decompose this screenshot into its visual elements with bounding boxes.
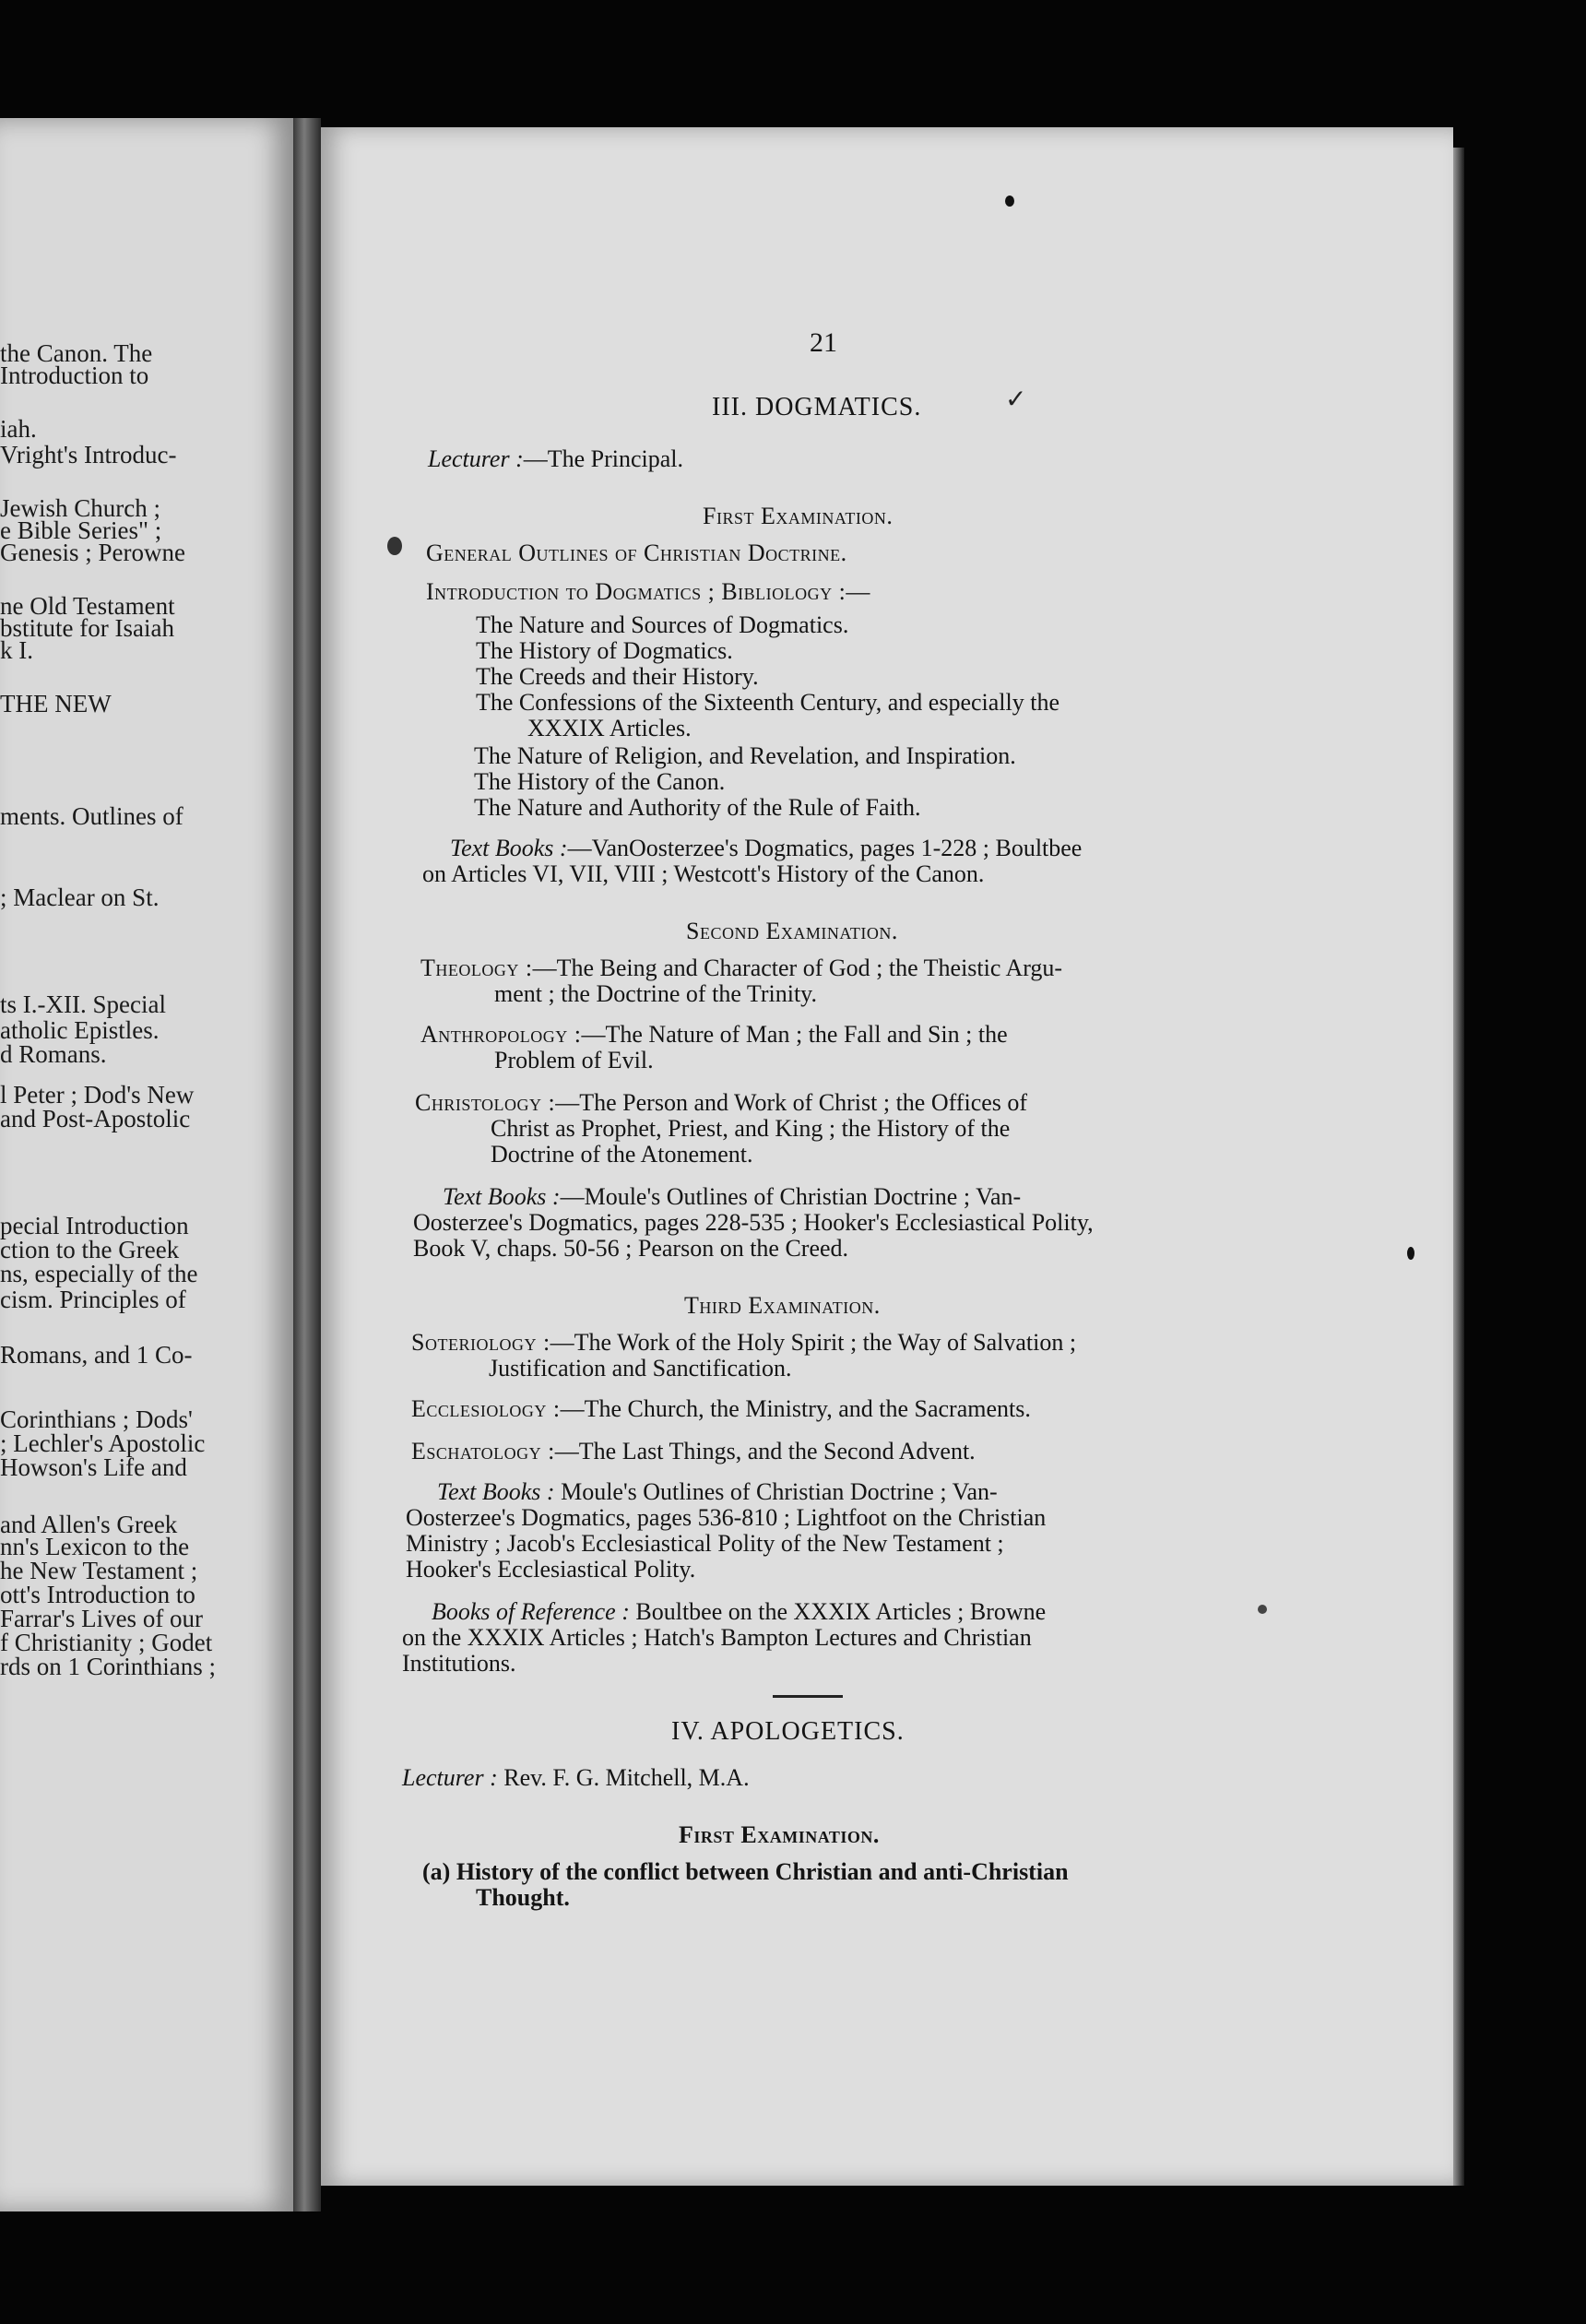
text-books-line: Book V, chaps. 50-56 ; Pearson on the Creed. [413,1235,849,1262]
text-books-first [450,836,1082,861]
previous-page-text-line: ; Maclear on St. [0,883,160,911]
item-text: History of the conflict between Christian and anti-Christian [456,1858,1069,1885]
section-title-apologetics: IV. APOLOGETICS. [671,1717,905,1746]
lecturer-value: Rev. F. G. Mitchell, M.A. [497,1764,750,1791]
previous-page-text-line: Jewish Church ; [0,494,160,522]
christology-text: —The Person and Work of Christ ; the Offices of [555,1089,1028,1116]
text-books-line: Hooker's Ecclesiastical Polity. [406,1556,696,1583]
lecturer-value: —The Principal. [523,445,684,472]
theology-entry [420,955,1062,981]
lecturer-label: Lecturer : [402,1764,498,1791]
text-books-label: Text Books : [443,1183,561,1210]
eschatology-entry [411,1439,976,1464]
page-number: 21 [810,327,837,358]
text-books-line: —VanOosterzee's Dogmatics, pages 1-228 ; Boultbee [567,835,1083,861]
previous-page-text-line: nn's Lexicon to the [0,1533,190,1560]
anthropology-text: Problem of Evil. [494,1047,654,1073]
section-title-dogmatics: III. DOGMATICS. [712,393,922,421]
text-books-line: Oosterzee's Dogmatics, pages 228-535 ; Hooker's Ecclesiastical Polity, [413,1209,1094,1236]
lecturer-label: Lecturer : [428,445,524,472]
previous-page-text-line: Vright's Introduc- [0,441,177,468]
general-outlines-heading: General Outlines of Christian Doctrine. [426,540,847,566]
theology-text: ment ; the Doctrine of the Trinity. [494,980,817,1007]
anthropology-text: —The Nature of Man ; the Fall and Sin ; the [581,1021,1008,1048]
anthropology-label: Anthropology : [420,1021,582,1048]
scan-speck [1005,196,1014,207]
first-examination-heading: First Examination. [679,1821,880,1848]
topic-item: The Creeds and their History. [476,663,759,690]
item-text: Thought. [476,1884,570,1911]
previous-page-text-line: e Bible Series" ; [0,516,162,544]
previous-page-text-line: l Peter ; Dod's New [0,1081,195,1109]
topic-item: The Nature and Sources of Dogmatics. [476,611,849,638]
topic-item: The History of Dogmatics. [476,637,733,664]
previous-page-text-line: ne Old Testament [0,592,175,620]
topic-item: The Nature of Religion, and Revelation, and Inspiration. [474,742,1016,769]
theology-text: —The Being and Character of God ; the Theistic Argu- [532,954,1063,981]
scan-speck [1258,1605,1267,1614]
topic-item-continuation: XXXIX Articles. [527,715,692,741]
previous-page-text-line: ts I.-XII. Special [0,990,166,1018]
previous-page-text-line: Romans, and 1 Co- [0,1341,193,1369]
previous-page-text-line: Introduction to [0,362,149,389]
previous-page-text-line: he New Testament ; [0,1557,198,1584]
anthropology-entry [420,1022,1008,1048]
previous-page-text-line: ; Lechler's Apostolic [0,1429,206,1457]
section-divider [773,1695,843,1698]
ecclesiology-entry [411,1396,1031,1422]
christology-label: Christology : [415,1089,556,1116]
ecclesiology-text: —The Church, the Ministry, and the Sacraments. [560,1395,1031,1422]
lecturer-line [402,1765,750,1791]
previous-page-text-line: ments. Outlines of [0,802,183,830]
lecturer-line [428,446,683,472]
text-books-line: —Moule's Outlines of Christian Doctrine ; Van- [560,1183,1022,1210]
previous-page-text-line: THE NEW [0,690,112,717]
third-examination-heading: Third Examination. [684,1292,881,1319]
ink-blot [387,537,402,555]
soteriology-label: Soteriology : [411,1329,550,1356]
previous-page-fragment [0,118,293,2211]
topic-item: The Confessions of the Sixteenth Century, and especially the [476,689,1060,716]
soteriology-entry [411,1330,1076,1356]
text-books-line: Oosterzee's Dogmatics, pages 536-810 ; Lightfoot on the Christian [406,1504,1047,1531]
text-books-label: Text Books : [437,1478,555,1505]
item-marker: (a) [422,1858,451,1885]
previous-page-text-line: Howson's Life and [0,1453,187,1481]
previous-page-text-line: Corinthians ; Dods' [0,1405,193,1433]
introduction-label: Introduction to Dogmatics ; Bibliology :— [426,578,870,605]
books-of-reference-label: Books of Reference : [432,1598,630,1625]
previous-page-text-line: f Christianity ; Godet [0,1629,213,1656]
previous-page-text-line: rds on 1 Corinthians ; [0,1653,216,1680]
previous-page-text-line: atholic Epistles. [0,1016,160,1044]
text-books-third [437,1479,998,1505]
reference-line: Institutions. [402,1650,516,1677]
ecclesiology-label: Ecclesiology : [411,1395,561,1422]
scan-speck [1407,1247,1414,1260]
previous-page-text-line: d Romans. [0,1040,107,1068]
theology-label: Theology : [420,954,533,981]
first-examination-heading: First Examination. [703,503,894,529]
book-gutter [293,118,321,2211]
reference-line: Boultbee on the XXXIX Articles ; Browne [629,1598,1047,1625]
previous-page-text-line: pecial Introduction [0,1212,189,1239]
check-mark: ✓ [1005,385,1027,414]
previous-page-text-line: iah. [0,415,37,443]
previous-page-text-line: ott's Introduction to [0,1581,195,1608]
previous-page-text-line: cism. Principles of [0,1286,186,1313]
previous-page-text-line: ction to the Greek [0,1236,180,1263]
previous-page-text-line: Genesis ; Perowne [0,539,185,566]
previous-page-text-line: Farrar's Lives of our [0,1605,204,1632]
page-edge-shadow [1453,148,1464,2186]
topic-item: The History of the Canon. [474,768,726,795]
christology-entry [415,1090,1027,1116]
text-books-label: Text Books : [450,835,568,861]
text-books-line: on Articles VI, VII, VIII ; Westcott's History of the Canon. [422,860,985,887]
soteriology-text: Justification and Sanctification. [489,1355,792,1381]
christology-text: Christ as Prophet, Priest, and King ; the History of the [491,1115,1011,1142]
previous-page-text-line: the Canon. The [0,339,153,367]
text-books-second [443,1184,1021,1210]
text-books-line: Moule's Outlines of Christian Doctrine ; Van- [554,1478,998,1505]
second-examination-heading: Second Examination. [686,918,898,944]
apologetics-item-a [422,1859,1069,1885]
previous-page-text-line: k I. [0,636,33,664]
christology-text: Doctrine of the Atonement. [491,1141,753,1168]
soteriology-text: —The Work of the Holy Spirit ; the Way of Salvation ; [550,1329,1077,1356]
previous-page-text-line: and Allen's Greek [0,1511,178,1538]
topic-item: The Nature and Authority of the Rule of Faith. [474,794,921,821]
previous-page-text-line: ns, especially of the [0,1260,198,1287]
eschatology-label: Eschatology : [411,1438,555,1464]
eschatology-text: —The Last Things, and the Second Advent. [554,1438,976,1464]
reference-line: on the XXXIX Articles ; Hatch's Bampton Lectures and Christian [402,1624,1032,1651]
previous-page-text-line: bstitute for Isaiah [0,614,174,642]
previous-page-text-line: and Post-Apostolic [0,1105,191,1132]
books-of-reference [432,1599,1046,1625]
text-books-line: Ministry ; Jacob's Ecclesiastical Polity of the New Testament ; [406,1530,1004,1557]
